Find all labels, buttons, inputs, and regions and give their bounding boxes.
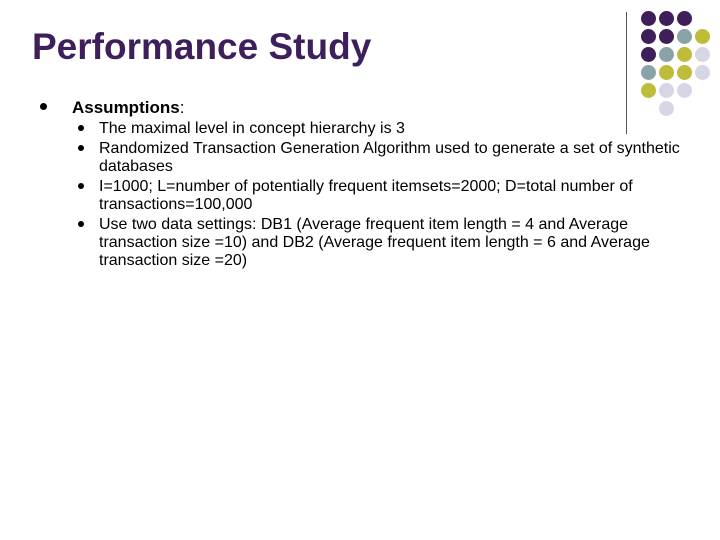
sub-bullet-text: Randomized Transaction Generation Algorithm used to generate a set of synthetic databases [99, 140, 680, 175]
decorative-dot [641, 11, 656, 26]
sub-bullet-item [72, 178, 690, 214]
bullet-dot-icon [40, 103, 47, 110]
decorative-dot [677, 29, 692, 44]
decorative-dot [659, 83, 674, 98]
decorative-dot [641, 83, 656, 98]
decorative-dot [641, 29, 656, 44]
sub-bullet-list [72, 120, 690, 270]
decorative-dot [677, 65, 692, 80]
sub-bullet-dot-icon [78, 221, 84, 227]
decorative-dot [641, 47, 656, 62]
slide-body [40, 98, 690, 272]
decorative-dot [659, 65, 674, 80]
sub-bullet-item [72, 140, 690, 176]
slide-title: Performance Study [32, 26, 372, 67]
decorative-dot [677, 47, 692, 62]
decorative-dot [695, 29, 710, 44]
sub-bullet-dot-icon [78, 183, 84, 189]
decorative-dot [695, 65, 710, 80]
decorative-dot [695, 47, 710, 62]
decorative-dot [677, 11, 692, 26]
decorative-dot [641, 65, 656, 80]
sub-bullet-item [72, 216, 690, 270]
bullet-assumptions [40, 98, 690, 270]
decorative-dot [659, 11, 674, 26]
bullet-label: Assumptions: [72, 98, 185, 117]
sub-bullet-text: I=1000; L=number of potentially frequent itemsets=2000; D=total number of transactions=100,000 [99, 178, 633, 213]
sub-bullet-text: The maximal level in concept hierarchy is 3 [99, 120, 405, 137]
sub-bullet-text: Use two data settings: DB1 (Average frequent item length = 4 and Average transaction size =10) and DB2 (Average frequent item length = 6 and Average transaction size =20) [99, 216, 650, 269]
decorative-dot [677, 83, 692, 98]
sub-bullet-dot-icon [78, 125, 84, 131]
decorative-dot [659, 47, 674, 62]
sub-bullet-item [72, 120, 690, 138]
sub-bullet-dot-icon [78, 145, 84, 151]
decorative-dot [659, 29, 674, 44]
